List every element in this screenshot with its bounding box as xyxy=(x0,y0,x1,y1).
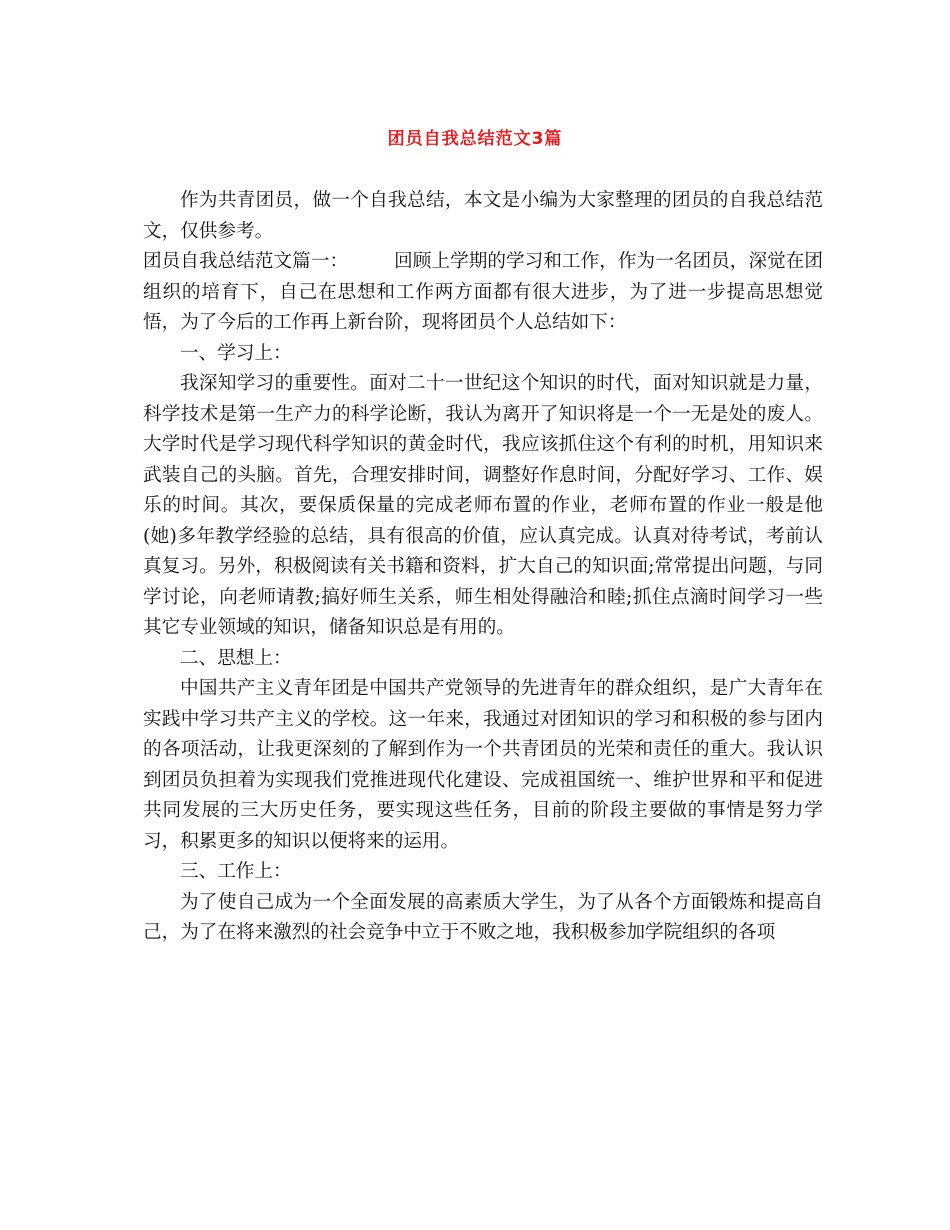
document-title: 团员自我总结范文3篇 xyxy=(387,129,563,149)
section-text-thought: 中国共产主义青年团是中国共产党领导的先进青年的群众组织，是广大青年在实践中学习共产主义的学校。这一年来，我通过对团知识的学习和积极的参与团内的各项活动，让我更深刻的了解到作为一个共青团员的光荣和责任的重大。我认识到团员负担着为实现我们党推进现代化建设、完成祖国统一、维护世界和平和促进共同发展的三大历史任务，要实现这些任务，目前的阶段主要做的事情是努力学习，积累更多的知识以便将来的运用。 xyxy=(143,678,823,852)
section-text-study: 我深知学习的重要性。面对二十一世纪这个知识的时代，面对知识就是力量，科学技术是第一生产力的科学论断，我认为离开了知识将是一个一无是处的废人。大学时代是学习现代科学知识的黄金时代，我应该抓住这个有利的时机，用知识来武装自己的头脑。首先，合理安排时间，调整好作息时间，分配好学习、工作、娱乐的时间。其次，要保质保量的完成老师布置的作业，老师布置的作业一般是他(她)多年教学经验的总结，具有很高的价值，应认真完成。认真对待考试，考前认真复习。另外，积极阅读有关书籍和资料，扩大自己的知识面;常常提出问题，与同学讨论，向老师请教;搞好师生关系，师生相处得融洽和睦;抓住点滴时间学习一些其它专业领域的知识，储备知识总是有用的。 xyxy=(143,373,823,638)
section-text-work: 为了使自己成为一个全面发展的高素质大学生，为了从各个方面锻炼和提高自己，为了在将来激烈的社会竞争中立于不败之地，我积极参加学院组织的各项 xyxy=(143,891,823,943)
section-heading-thought: 二、思想上： xyxy=(180,647,292,669)
article-one-paragraph xyxy=(143,247,823,339)
article-opening: 回顾上学期的学习和工作，作为一名团员，深觉在团组织的培育下，自己在思想和工作两方面都有很大进步，为了进一步提高思想觉悟，为了今后的工作再上新台阶，现将团员个人总结如下： xyxy=(143,251,823,333)
section-heading-work: 三、工作上： xyxy=(180,861,292,882)
document-body xyxy=(143,186,823,949)
article-label: 团员自我总结范文篇一： xyxy=(143,251,349,272)
section-heading-study: 一、学习上： xyxy=(180,342,292,364)
intro-paragraph: 作为共青团员，做一个自我总结，本文是小编为大家整理的团员的自我总结范文，仅供参考。 xyxy=(143,190,823,242)
